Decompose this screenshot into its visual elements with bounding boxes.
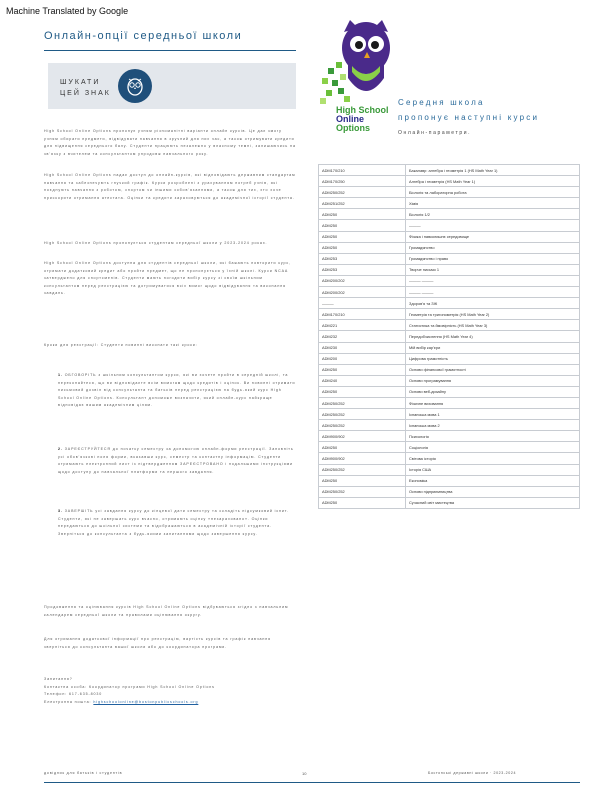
closing-paragraph-2: Для отримання додаткової інформації про реєстрацію, вартість курсів та графік навчання зверніться до консультанта вашої школи або до координатора програми. [44,637,271,649]
course-row [319,176,580,187]
course-row [319,220,580,231]
course-code-cell: ADM200/202 [319,287,406,298]
step-1 [58,372,296,410]
search-label-line2: ЦЕЙ ЗНАК [60,90,111,97]
course-row [319,353,580,364]
course-name-cell: Хімія [406,198,580,209]
course-row [319,375,580,386]
course-name-cell: Економіка [406,475,580,486]
owl-icon [118,69,152,103]
intro-paragraph-3: High School Online Options пропонується студентам середньої школи у 2023-2024 роках. [44,241,268,245]
course-code-cell: ADM250 [319,475,406,486]
footer-divider [44,782,580,783]
course-row [319,187,580,198]
courses-table [318,164,580,509]
course-name-cell: Історія США [406,464,580,475]
search-this-sign-banner[interactable] [48,63,296,109]
course-row [319,453,580,464]
contact-person: Контактна особа: Координатор програми High School Online Options [44,684,215,689]
logo-wordmark [336,106,389,133]
course-name-cell: Бакалавр: алгебра і геометрія 1 (HS Math Year 1) [406,165,580,176]
course-code-cell: ADM170/210 [319,165,406,176]
footer-right-text: Бостонські державні школи · 2023-2024 [428,771,517,775]
course-name-cell: Передобчислення (HS Math Year 4) [406,331,580,342]
step-text: ЗАВЕРШІТЬ усі завдання курсу до кінцевої дати семестру та складіть підсумковий іспит. Студенти, які не завершать курс вчасно, отримають оцінку «незараховано». Оцінки передаються до шкільної системи та відображаються в академічній історії студента. Зверніться до консультанта з будь-якими запитаннями щодо завершення курсу. [58,509,289,536]
search-label [60,77,111,99]
course-name-cell: ——— ——— [406,287,580,298]
course-name-cell: Іспанська мова 1 [406,409,580,420]
course-code-cell: ADM250/252 [319,409,406,420]
course-row [319,309,580,320]
course-row [319,287,580,298]
course-name-cell: Сучасний світ мистецтва [406,497,580,508]
course-row [319,253,580,264]
course-name-cell: Біологія та лабораторна робота [406,187,580,198]
course-row [319,409,580,420]
course-name-cell: Психологія [406,431,580,442]
course-row [319,198,580,209]
course-row [319,442,580,453]
footer-left-text: довідник для батьків і студентів [44,771,123,775]
step-2 [58,446,296,476]
course-name-cell: Біологія 1/2 [406,209,580,220]
intro-paragraph-4: High School Online Options доступна для студентів середньої школи, які бажають повторити курс, отримати додатковий кредит або пройти предмет, що не пропонується у їхній школі. Курси NCAA затверджено для спортсменів. Студенти мають погодити вибір курсу зі своїм шкільним консультантом перед реєстрацією та дотримуватися всіх вимог щодо відвідування та виконання завдань. [44,261,291,295]
step-3 [58,508,296,538]
course-code-cell: ADM253 [319,264,406,275]
promo-line1: Середня школа [398,98,485,107]
promo-line3: Онлайн-параметри. [398,130,472,136]
course-row [319,497,580,508]
course-code-cell: ADM232 [319,331,406,342]
contact-phone: Телефон: 617-635-8030 [44,692,103,696]
course-row [319,486,580,497]
course-name-cell: Основи підприємництва [406,486,580,497]
course-name-cell: Здоров’я та ЗЖ [406,298,580,309]
course-code-cell: ADM230 [319,342,406,353]
course-code-cell: ADM250/252 [319,187,406,198]
step-number: 2. [58,447,63,451]
course-code-cell: ADM250/252 [319,420,406,431]
step-number: 1. [58,373,63,377]
course-row [319,464,580,475]
logo-line3: Options [336,123,370,133]
course-name-cell: Основи фінансової грамотності [406,364,580,375]
course-name-cell: Громадянство і право [406,253,580,264]
course-code-cell: ADM170/210 [319,309,406,320]
course-row [319,264,580,275]
course-code-cell: ADM250/252 [319,464,406,475]
search-label-line1: ШУКАТИ [60,79,101,86]
logo-line1: High School [336,105,389,115]
course-code-cell: ADM250 [319,220,406,231]
page-title: Онлайн-опції середньої школи [44,30,243,42]
course-code-cell: ADM900/902 [319,431,406,442]
logo-line2: Online [336,114,365,124]
course-row [319,397,580,408]
title-divider [44,50,296,51]
course-code-cell: ADM250 [319,442,406,453]
course-name-cell: Основи веб-дизайну [406,386,580,397]
course-code-cell: ADM250 [319,209,406,220]
course-code-cell: ADM170/250 [319,176,406,187]
promo-line2: пропонує наступні курси [398,113,540,122]
course-name-cell: Фізичне виховання [406,397,580,408]
course-name-cell: Мій вибір кар’єри [406,342,580,353]
course-row [319,431,580,442]
course-name-cell: ——— ——— [406,275,580,286]
course-name-cell: ——— [406,220,580,231]
step-text: ЗАРЕЄСТРУЙТЕСЯ до початку семестру за допомогою онлайн-форми реєстрації. Заповніть усі обов’язкові поля форми, вказавши курс, семестр та контактну інформацію. Студенти отримають електронний лист із підтвердженням ЗАРЕЄСТРОВАНО і подальшими інструкціями щодо доступу до навчальної платформи та першого завдання. [58,447,294,474]
contact-email-prefix: Електронна пошта: [44,699,94,704]
course-code-cell: ADM250/252 [319,486,406,497]
page-header [44,30,296,51]
page-number: 10 [302,771,307,776]
course-row [319,242,580,253]
course-row [319,231,580,242]
step-text: ОБГОВОРІТЬ з шкільним консультантом курси, які ви хочете пройти в середній школі, та переконайтеся, що ви відповідаєте всім вимогам щодо кредитів і оцінок. Ви повинні отримати письмовий дозвіл від консультанта та батьків перед реєстрацією на будь-який курс High School Online Options. Консультант допоможе визначити, який онлайн-курс найкраще відповідає вашим академічним цілям. [58,373,296,407]
course-row [319,275,580,286]
course-name-cell: Алгебра і геометрія (HS Math Year 1) [406,176,580,187]
course-row [319,386,580,397]
course-name-cell: Світова історія [406,453,580,464]
promo-heading [398,98,578,136]
course-code-cell: ADM250 [319,364,406,375]
course-code-cell: ADM250/252 [319,397,406,408]
course-name-cell: Основи програмування [406,375,580,386]
course-row [319,342,580,353]
course-row [319,331,580,342]
machine-translated-banner: Machine Translated by Google [6,6,129,16]
course-row [319,364,580,375]
course-code-cell: ADM250 [319,386,406,397]
course-code-cell: ——— [319,298,406,309]
course-row [319,475,580,486]
course-name-cell: Геометрія та тригонометрія (HS Math Year 2) [406,309,580,320]
course-name-cell: Творче письмо 1 [406,264,580,275]
course-name-cell: Цифрова грамотність [406,353,580,364]
course-row [319,420,580,431]
courses-table-body [319,165,580,509]
course-code-cell: ADM253 [319,253,406,264]
course-name-cell: Іспанська мова 2 [406,420,580,431]
course-name-cell: Статистика та ймовірність (HS Math Year 3) [406,320,580,331]
contact-email-line [44,699,296,707]
contact-heading: Запитання? [44,677,73,681]
course-row [319,209,580,220]
course-code-cell: ADM250 [319,242,406,253]
course-row [319,298,580,309]
course-code-cell: ADM200 [319,353,406,364]
course-code-cell: ADM250 [319,497,406,508]
step-number: 3. [58,509,63,513]
contact-email-link[interactable]: highschoolonline@bostonpublicschools.org [93,699,199,704]
intro-paragraph-1: High School Online Options пропонує учням різноманітні варіанти онлайн курсів. Це дає змогу учням обирати предмети, відвідувати навчання в зручний для них час, а також отримувати кредити для підвищення середнього балу. Студенти працюють незалежно у власному темпі, залишаючись на зв’язку з вчителем та консультантом упродовж навчального року. [44,129,296,156]
course-row [319,165,580,176]
course-code-cell: ADM251/252 [319,198,406,209]
course-code-cell: ADM221 [319,320,406,331]
course-name-cell: Громадянство [406,242,580,253]
course-row [319,320,580,331]
closing-paragraph-1: Продовження та оцінювання курсів High School Online Options відбуваються згідно з навчальним календарем середньої школи та правилами оцінювання округу. [44,605,289,617]
course-name-cell: Соціологія [406,442,580,453]
course-code-cell: ADM240 [319,375,406,386]
intro-paragraph-2: High School Online Options надає доступ до онлайн-курсів, які відповідають державним стандартам навчання та забезпечують гнучкий графік. Курси розроблені з урахуванням потреб учнів, які поєднують навчання з роботою, спортом чи іншими зобов’язаннями, а також для тих, хто хоче прискорити отримання атестата. Оцінки та кредити зараховуються до академічної історії студента. [44,173,296,200]
course-code-cell: ADM250 [319,231,406,242]
steps-intro: Кроки для реєстрації: Студенти повинні виконати такі кроки: [44,343,198,347]
contact-block [44,676,296,706]
course-code-cell: ADM200/202 [319,275,406,286]
course-code-cell: ADM900/902 [319,453,406,464]
course-name-cell: Фізика і навколишнє середовище [406,231,580,242]
